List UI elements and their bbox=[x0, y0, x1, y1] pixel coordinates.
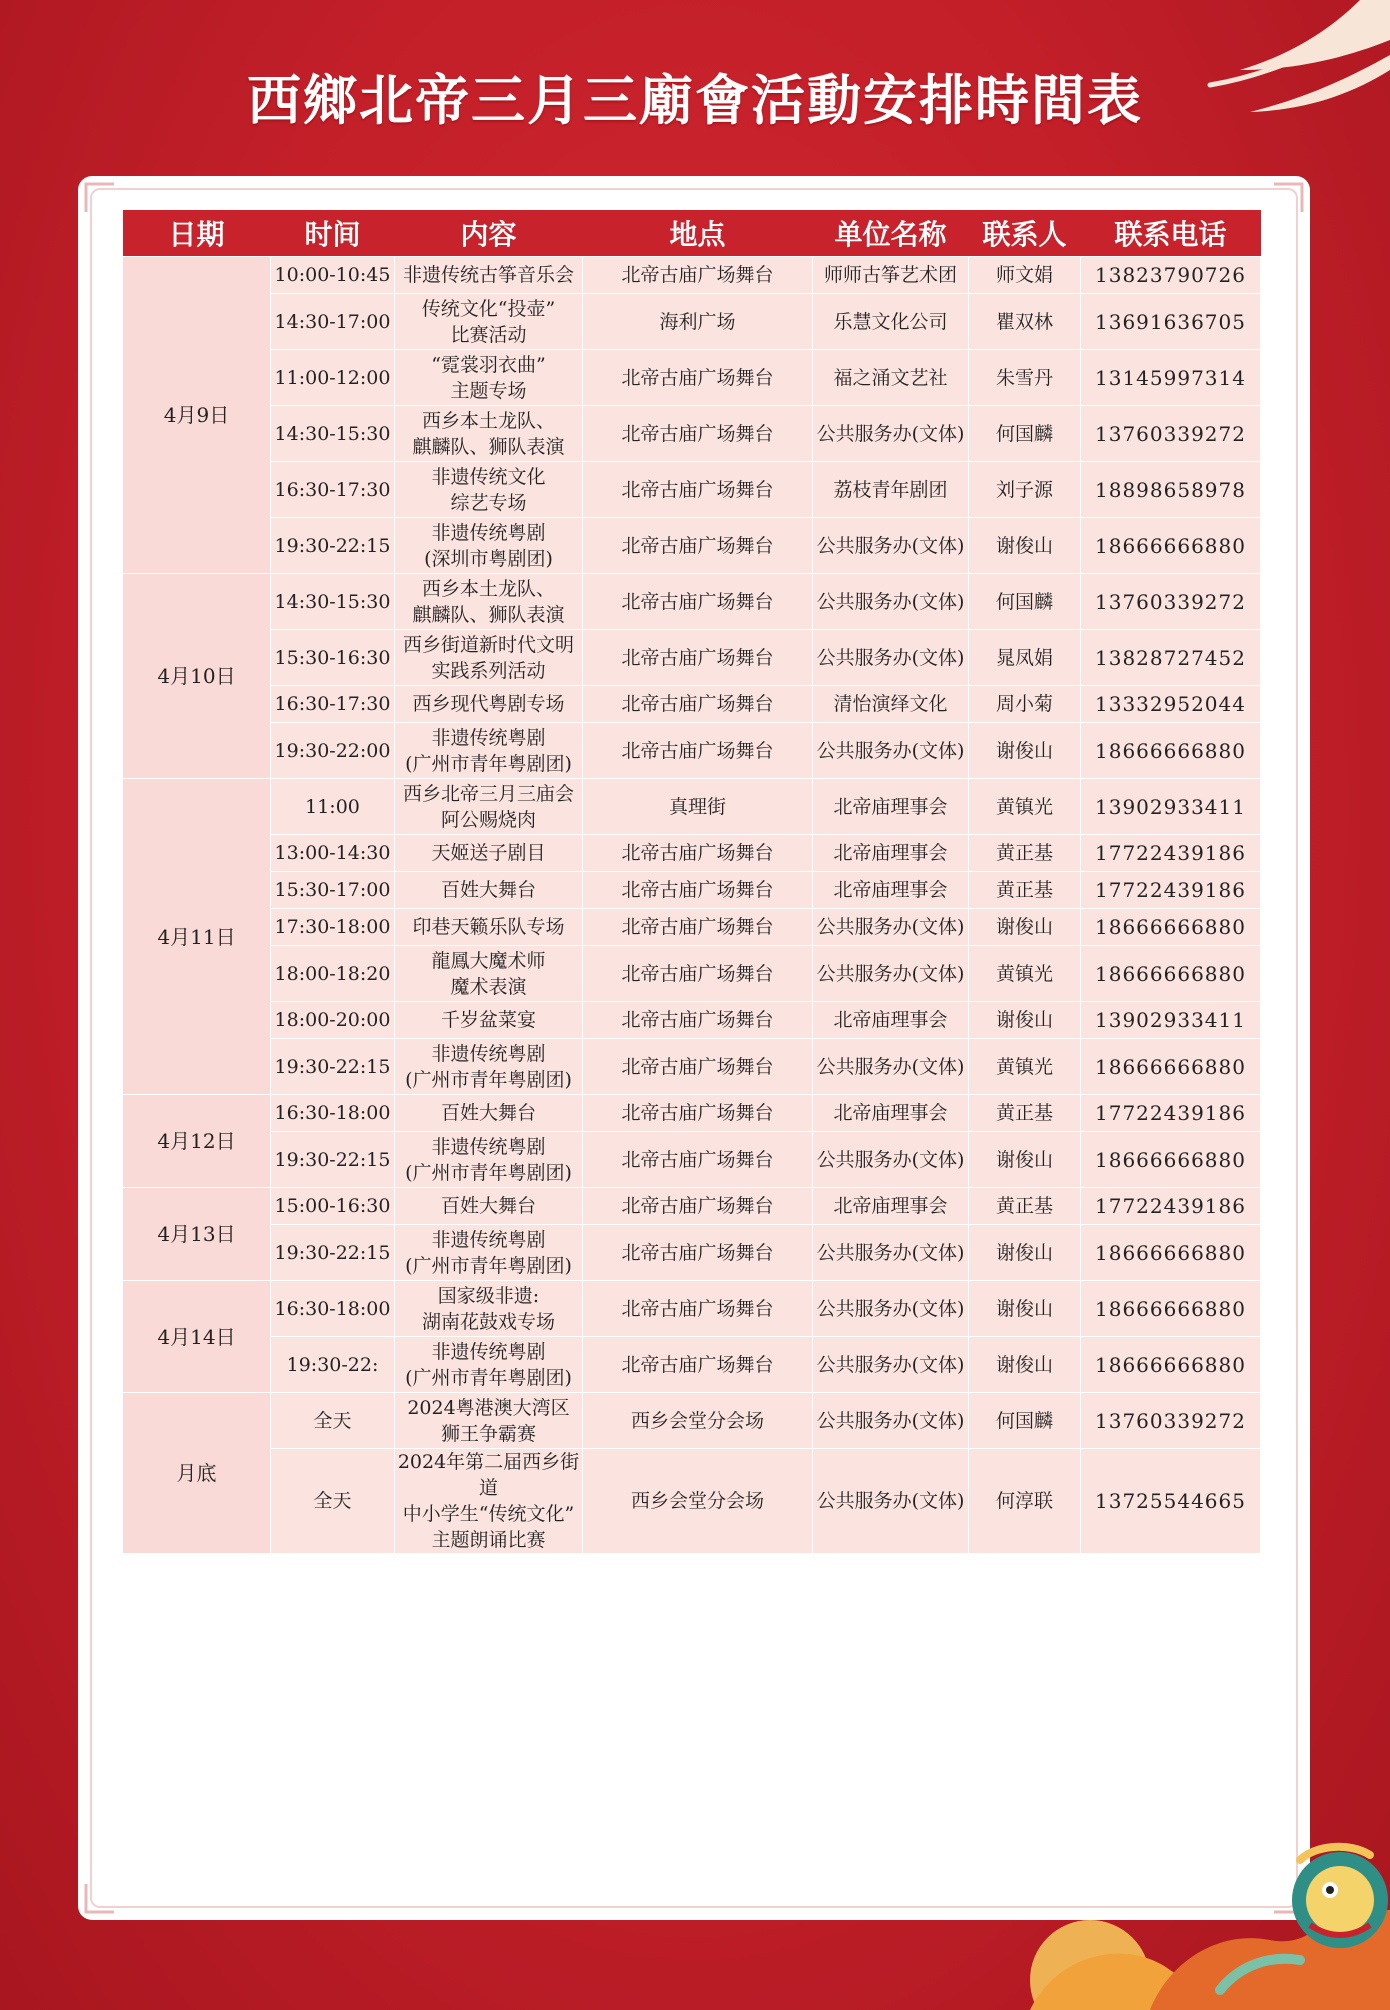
cell-organization: 公共服务办(文体) bbox=[813, 1132, 969, 1188]
cell-content bbox=[395, 1281, 583, 1337]
cell-phone: 13902933411 bbox=[1081, 1002, 1261, 1039]
cell-phone: 18666666880 bbox=[1081, 1225, 1261, 1281]
content-line: 非遗传统古筝音乐会 bbox=[402, 264, 574, 286]
cell-content bbox=[395, 518, 583, 574]
cell-content bbox=[395, 946, 583, 1002]
cell-time: 11:00 bbox=[271, 779, 395, 835]
cell-content bbox=[395, 723, 583, 779]
cell-organization: 公共服务办(文体) bbox=[813, 518, 969, 574]
content-line: 西乡本土龙队、 bbox=[421, 409, 555, 432]
header-content: 内容 bbox=[395, 210, 583, 257]
cell-organization: 北帝庙理事会 bbox=[813, 1002, 969, 1039]
cell-organization: 清怡演绎文化 bbox=[813, 686, 969, 723]
cell-organization: 公共服务办(文体) bbox=[813, 574, 969, 630]
cell-contact: 谢俊山 bbox=[969, 518, 1081, 574]
cell-phone: 13823790726 bbox=[1081, 257, 1261, 294]
cell-organization: 公共服务办(文体) bbox=[813, 1281, 969, 1337]
cell-content bbox=[395, 779, 583, 835]
cell-phone: 13760339272 bbox=[1081, 1393, 1261, 1449]
header-phone: 联系电话 bbox=[1081, 210, 1261, 257]
table-row bbox=[123, 1281, 1261, 1337]
cell-organization: 北帝庙理事会 bbox=[813, 872, 969, 909]
content-line: 狮王争霸赛 bbox=[440, 1422, 536, 1445]
page-title: 西鄉北帝三月三廟會活動安排時間表 bbox=[247, 68, 1143, 132]
header-contact: 联系人 bbox=[969, 210, 1081, 257]
content-line: 龍鳳大魔术师 bbox=[431, 949, 546, 972]
content-line: 非遗传统粤剧 bbox=[431, 1228, 546, 1251]
cell-organization: 荔枝青年剧团 bbox=[813, 462, 969, 518]
cell-content bbox=[395, 686, 583, 723]
table-row bbox=[123, 779, 1261, 835]
cell-phone: 13760339272 bbox=[1081, 406, 1261, 462]
cell-content bbox=[395, 1095, 583, 1132]
cell-time: 17:30-18:00 bbox=[271, 909, 395, 946]
content-line: 千岁盆菜宴 bbox=[440, 1009, 536, 1031]
cell-content bbox=[395, 257, 583, 294]
content-line: 阿公赐烧肉 bbox=[440, 808, 536, 831]
content-line: 国家级非遗: bbox=[437, 1284, 540, 1307]
cell-phone: 17722439186 bbox=[1081, 1095, 1261, 1132]
cell-time: 16:30-17:30 bbox=[271, 462, 395, 518]
corner-ornament-bottom-left bbox=[84, 1874, 124, 1914]
cell-phone: 13902933411 bbox=[1081, 779, 1261, 835]
table-row bbox=[123, 462, 1261, 518]
cell-time: 15:00-16:30 bbox=[271, 1188, 395, 1225]
table-row bbox=[123, 1225, 1261, 1281]
cell-phone: 13691636705 bbox=[1081, 294, 1261, 350]
cell-date: 4月13日 bbox=[123, 1188, 271, 1281]
cell-contact: 黄镇光 bbox=[969, 1039, 1081, 1095]
cell-contact: 师文娟 bbox=[969, 257, 1081, 294]
content-line: 比赛活动 bbox=[450, 323, 527, 346]
content-line: (深圳市粤剧团) bbox=[424, 547, 553, 570]
cell-content bbox=[395, 1393, 583, 1449]
cell-place: 北帝古庙广场舞台 bbox=[583, 462, 813, 518]
cell-organization: 公共服务办(文体) bbox=[813, 1449, 969, 1554]
content-line: 麒麟队、狮队表演 bbox=[412, 603, 565, 626]
cell-time: 19:30-22:15 bbox=[271, 1132, 395, 1188]
content-line: 魔术表演 bbox=[450, 975, 527, 998]
content-line: 非遗传统粤剧 bbox=[431, 521, 546, 544]
table-row bbox=[123, 630, 1261, 686]
cell-contact: 黄正基 bbox=[969, 835, 1081, 872]
cell-contact: 谢俊山 bbox=[969, 1337, 1081, 1393]
table-row bbox=[123, 723, 1261, 779]
cell-organization: 公共服务办(文体) bbox=[813, 1393, 969, 1449]
cell-phone: 13332952044 bbox=[1081, 686, 1261, 723]
cell-contact: 谢俊山 bbox=[969, 1002, 1081, 1039]
cell-time: 18:00-20:00 bbox=[271, 1002, 395, 1039]
cell-content bbox=[395, 1002, 583, 1039]
cell-contact: 瞿双林 bbox=[969, 294, 1081, 350]
cell-content bbox=[395, 1449, 583, 1554]
cell-content bbox=[395, 294, 583, 350]
content-line: (广州市青年粤剧团) bbox=[405, 1161, 572, 1184]
cell-place: 北帝古庙广场舞台 bbox=[583, 835, 813, 872]
cell-phone: 18666666880 bbox=[1081, 909, 1261, 946]
table-row bbox=[123, 1449, 1261, 1554]
cell-organization: 公共服务办(文体) bbox=[813, 1225, 969, 1281]
schedule-table bbox=[122, 210, 1261, 1554]
cell-place: 北帝古庙广场舞台 bbox=[583, 723, 813, 779]
content-line: (广州市青年粤剧团) bbox=[405, 1254, 572, 1277]
cell-phone: 18666666880 bbox=[1081, 1281, 1261, 1337]
cell-time: 18:00-18:20 bbox=[271, 946, 395, 1002]
cell-time: 19:30-22:15 bbox=[271, 1039, 395, 1095]
cell-contact: 谢俊山 bbox=[969, 1225, 1081, 1281]
cell-place: 北帝古庙广场舞台 bbox=[583, 686, 813, 723]
cell-place: 北帝古庙广场舞台 bbox=[583, 574, 813, 630]
header-time: 时间 bbox=[271, 210, 395, 257]
header-date: 日期 bbox=[123, 210, 271, 257]
cell-place: 海利广场 bbox=[583, 294, 813, 350]
cell-contact: 何国麟 bbox=[969, 1393, 1081, 1449]
cell-time: 14:30-17:00 bbox=[271, 294, 395, 350]
cell-place: 北帝古庙广场舞台 bbox=[583, 872, 813, 909]
cell-place: 西乡会堂分会场 bbox=[583, 1393, 813, 1449]
table-row bbox=[123, 946, 1261, 1002]
cell-date: 4月9日 bbox=[123, 257, 271, 574]
cell-contact: 刘子源 bbox=[969, 462, 1081, 518]
cell-time: 13:00-14:30 bbox=[271, 835, 395, 872]
table-row bbox=[123, 1337, 1261, 1393]
table-row bbox=[123, 1132, 1261, 1188]
content-line: 西乡北帝三月三庙会 bbox=[402, 782, 574, 805]
cell-time: 16:30-18:00 bbox=[271, 1281, 395, 1337]
cell-date: 月底 bbox=[123, 1393, 271, 1554]
cell-time: 14:30-15:30 bbox=[271, 574, 395, 630]
cell-place: 西乡会堂分会场 bbox=[583, 1449, 813, 1554]
cell-content bbox=[395, 350, 583, 406]
table-row bbox=[123, 1095, 1261, 1132]
table-row bbox=[123, 406, 1261, 462]
content-line: 非遗传统粤剧 bbox=[431, 1135, 546, 1158]
cell-content bbox=[395, 406, 583, 462]
cell-contact: 谢俊山 bbox=[969, 909, 1081, 946]
cell-time: 15:30-16:30 bbox=[271, 630, 395, 686]
cell-contact: 何国麟 bbox=[969, 574, 1081, 630]
cell-time: 19:30-22:15 bbox=[271, 1225, 395, 1281]
content-line: 非遗传统文化 bbox=[431, 465, 546, 488]
lion-dance-illustration bbox=[970, 1750, 1390, 2010]
table-row bbox=[123, 909, 1261, 946]
content-line: 印巷天籁乐队专场 bbox=[412, 916, 565, 938]
cell-date: 4月11日 bbox=[123, 779, 271, 1095]
table-row bbox=[123, 518, 1261, 574]
cell-place: 北帝古庙广场舞台 bbox=[583, 406, 813, 462]
content-line: 实践系列活动 bbox=[431, 659, 546, 682]
cell-time: 16:30-17:30 bbox=[271, 686, 395, 723]
cell-organization: 公共服务办(文体) bbox=[813, 406, 969, 462]
table-row bbox=[123, 872, 1261, 909]
cell-organization: 北帝庙理事会 bbox=[813, 779, 969, 835]
cell-contact: 黄正基 bbox=[969, 1095, 1081, 1132]
cell-place: 北帝古庙广场舞台 bbox=[583, 1188, 813, 1225]
table-row bbox=[123, 1188, 1261, 1225]
cell-content bbox=[395, 1225, 583, 1281]
table-row bbox=[123, 257, 1261, 294]
cell-phone: 13760339272 bbox=[1081, 574, 1261, 630]
cell-organization: 公共服务办(文体) bbox=[813, 630, 969, 686]
content-line: 天姬送子剧目 bbox=[431, 842, 546, 864]
cell-content bbox=[395, 1337, 583, 1393]
cell-time: 全天 bbox=[271, 1449, 395, 1554]
cell-content bbox=[395, 835, 583, 872]
cell-time: 19:30-22: bbox=[271, 1337, 395, 1393]
cell-contact: 周小菊 bbox=[969, 686, 1081, 723]
cell-place: 北帝古庙广场舞台 bbox=[583, 350, 813, 406]
content-line: 非遗传统粤剧 bbox=[431, 1042, 546, 1065]
cell-organization: 北帝庙理事会 bbox=[813, 1095, 969, 1132]
cell-phone: 13828727452 bbox=[1081, 630, 1261, 686]
cell-contact: 黄镇光 bbox=[969, 779, 1081, 835]
cell-contact: 谢俊山 bbox=[969, 1132, 1081, 1188]
cell-contact: 谢俊山 bbox=[969, 723, 1081, 779]
content-line: 百姓大舞台 bbox=[440, 1102, 536, 1124]
cell-contact: 黄正基 bbox=[969, 872, 1081, 909]
content-line: 主题朗诵比赛 bbox=[431, 1529, 546, 1551]
cell-organization: 师师古筝艺术团 bbox=[813, 257, 969, 294]
content-line: 中小学生“传统文化” bbox=[402, 1503, 575, 1525]
content-line: (广州市青年粤剧团) bbox=[405, 1366, 572, 1389]
content-line: 西乡现代粤剧专场 bbox=[412, 693, 565, 715]
cell-content bbox=[395, 1132, 583, 1188]
content-line: 西乡街道新时代文明 bbox=[402, 633, 574, 656]
table-row bbox=[123, 350, 1261, 406]
content-line: 2024粤港澳大湾区 bbox=[407, 1396, 570, 1419]
cell-content bbox=[395, 872, 583, 909]
cell-date: 4月10日 bbox=[123, 574, 271, 779]
cell-phone: 13725544665 bbox=[1081, 1449, 1261, 1554]
header-place: 地点 bbox=[583, 210, 813, 257]
cell-time: 16:30-18:00 bbox=[271, 1095, 395, 1132]
cell-organization: 公共服务办(文体) bbox=[813, 1039, 969, 1095]
cell-place: 北帝古庙广场舞台 bbox=[583, 946, 813, 1002]
cell-place: 北帝古庙广场舞台 bbox=[583, 257, 813, 294]
content-line: 百姓大舞台 bbox=[440, 879, 536, 901]
table-row bbox=[123, 294, 1261, 350]
cell-contact: 黄正基 bbox=[969, 1188, 1081, 1225]
cell-time: 10:00-10:45 bbox=[271, 257, 395, 294]
cell-organization: 公共服务办(文体) bbox=[813, 946, 969, 1002]
table-row bbox=[123, 1393, 1261, 1449]
cell-phone: 17722439186 bbox=[1081, 835, 1261, 872]
cell-phone: 18666666880 bbox=[1081, 1039, 1261, 1095]
table-row bbox=[123, 1039, 1261, 1095]
content-line: 传统文化“投壶” bbox=[421, 297, 556, 320]
cell-phone: 18666666880 bbox=[1081, 518, 1261, 574]
cell-content bbox=[395, 462, 583, 518]
cell-place: 北帝古庙广场舞台 bbox=[583, 630, 813, 686]
cell-organization: 乐慧文化公司 bbox=[813, 294, 969, 350]
cell-phone: 18898658978 bbox=[1081, 462, 1261, 518]
cell-place: 北帝古庙广场舞台 bbox=[583, 1039, 813, 1095]
content-line: 非遗传统粤剧 bbox=[431, 726, 546, 749]
cell-organization: 公共服务办(文体) bbox=[813, 1337, 969, 1393]
cell-time: 15:30-17:00 bbox=[271, 872, 395, 909]
header-organization: 单位名称 bbox=[813, 210, 969, 257]
table-row bbox=[123, 1002, 1261, 1039]
cell-time: 19:30-22:15 bbox=[271, 518, 395, 574]
cell-place: 北帝古庙广场舞台 bbox=[583, 909, 813, 946]
content-line: 2024年第二届西乡街道 bbox=[397, 1451, 580, 1499]
content-line: (广州市青年粤剧团) bbox=[405, 752, 572, 775]
content-line: 湖南花鼓戏专场 bbox=[421, 1310, 555, 1333]
cell-organization: 公共服务办(文体) bbox=[813, 909, 969, 946]
cell-place: 北帝古庙广场舞台 bbox=[583, 1281, 813, 1337]
cell-contact: 何国麟 bbox=[969, 406, 1081, 462]
content-line: (广州市青年粤剧团) bbox=[405, 1068, 572, 1091]
content-line: 百姓大舞台 bbox=[440, 1195, 536, 1217]
corner-ornament-top-left bbox=[84, 182, 124, 222]
cell-phone: 18666666880 bbox=[1081, 1337, 1261, 1393]
cell-place: 北帝古庙广场舞台 bbox=[583, 1225, 813, 1281]
cell-time: 全天 bbox=[271, 1393, 395, 1449]
cell-place: 北帝古庙广场舞台 bbox=[583, 518, 813, 574]
corner-ornament-top-right bbox=[1264, 182, 1304, 222]
cell-phone: 18666666880 bbox=[1081, 1132, 1261, 1188]
table-row bbox=[123, 835, 1261, 872]
cell-time: 14:30-15:30 bbox=[271, 406, 395, 462]
cell-content bbox=[395, 630, 583, 686]
cell-place: 北帝古庙广场舞台 bbox=[583, 1132, 813, 1188]
content-line: 西乡本土龙队、 bbox=[421, 577, 555, 600]
cell-place: 北帝古庙广场舞台 bbox=[583, 1095, 813, 1132]
cell-content bbox=[395, 574, 583, 630]
cell-organization: 福之涌文艺社 bbox=[813, 350, 969, 406]
content-line: 综艺专场 bbox=[450, 491, 527, 514]
cell-place: 真理街 bbox=[583, 779, 813, 835]
cell-date: 4月12日 bbox=[123, 1095, 271, 1188]
table-header-row bbox=[123, 210, 1261, 257]
table-body bbox=[123, 257, 1261, 1554]
cell-phone: 13145997314 bbox=[1081, 350, 1261, 406]
cell-phone: 18666666880 bbox=[1081, 723, 1261, 779]
content-line: 麒麟队、狮队表演 bbox=[412, 435, 565, 458]
cell-content bbox=[395, 1188, 583, 1225]
cell-organization: 北帝庙理事会 bbox=[813, 1188, 969, 1225]
cell-contact: 黄镇光 bbox=[969, 946, 1081, 1002]
cell-phone: 17722439186 bbox=[1081, 872, 1261, 909]
cell-contact: 晁凤娟 bbox=[969, 630, 1081, 686]
cell-date: 4月14日 bbox=[123, 1281, 271, 1393]
cell-time: 11:00-12:00 bbox=[271, 350, 395, 406]
cell-phone: 18666666880 bbox=[1081, 946, 1261, 1002]
cell-place: 北帝古庙广场舞台 bbox=[583, 1002, 813, 1039]
cell-contact: 朱雪丹 bbox=[969, 350, 1081, 406]
table-row bbox=[123, 686, 1261, 723]
cell-phone: 17722439186 bbox=[1081, 1188, 1261, 1225]
cell-contact: 何淳联 bbox=[969, 1449, 1081, 1554]
table-row bbox=[123, 574, 1261, 630]
cell-content bbox=[395, 1039, 583, 1095]
content-line: 主题专场 bbox=[450, 379, 527, 402]
cell-place: 北帝古庙广场舞台 bbox=[583, 1337, 813, 1393]
cell-organization: 公共服务办(文体) bbox=[813, 723, 969, 779]
content-line: 非遗传统粤剧 bbox=[431, 1340, 546, 1363]
cell-time: 19:30-22:00 bbox=[271, 723, 395, 779]
cell-content bbox=[395, 909, 583, 946]
content-line: “霓裳羽衣曲” bbox=[431, 353, 546, 376]
cell-organization: 北帝庙理事会 bbox=[813, 835, 969, 872]
cell-contact: 谢俊山 bbox=[969, 1281, 1081, 1337]
